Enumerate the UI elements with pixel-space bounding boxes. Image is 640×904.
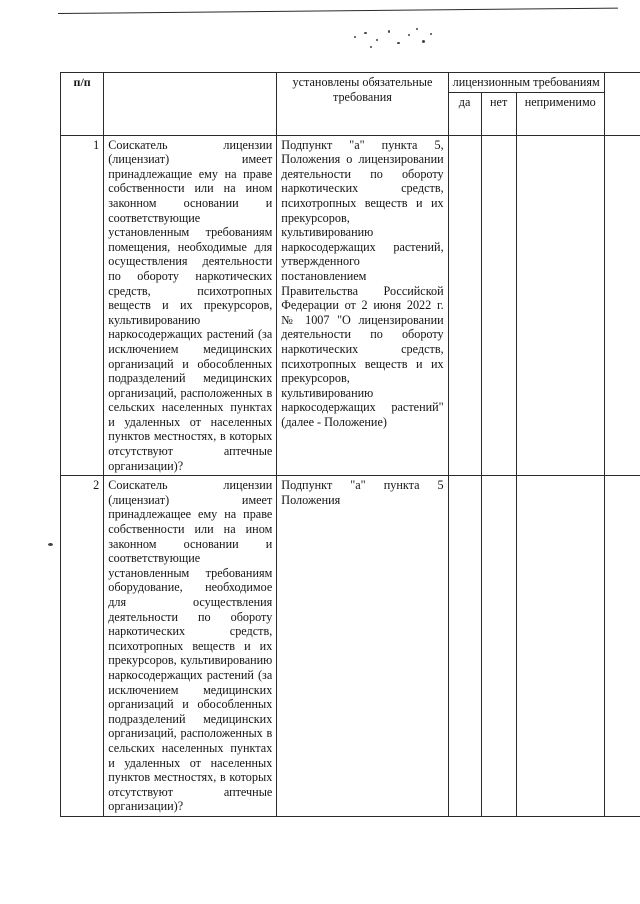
- row-requirement: Подпункт "а" пункта 5 Положения: [277, 476, 448, 817]
- header-num: п/п: [61, 73, 104, 136]
- answer-yes-cell[interactable]: [448, 135, 481, 476]
- row-number: 1: [61, 135, 104, 476]
- scan-noise: [350, 24, 440, 50]
- header-requirements: установлены обязательные требования: [277, 73, 448, 136]
- header-not-applicable: неприменимо: [516, 92, 604, 135]
- header-no: нет: [481, 92, 516, 135]
- checklist-table: [60, 72, 640, 817]
- answer-no-cell[interactable]: [481, 476, 516, 817]
- header-license-requirements: лицензионным требованиям: [448, 73, 604, 93]
- scan-speck: [48, 543, 53, 546]
- header-question: [104, 73, 277, 136]
- answer-yes-cell[interactable]: [448, 476, 481, 817]
- answer-not-applicable-cell[interactable]: [516, 135, 604, 476]
- header-extra-column: [604, 73, 640, 136]
- header-row: [61, 73, 640, 93]
- row-question: Соискатель лицензии (лицензиат) имеет принадлежащие ему на праве собственности или на ином законном основании и соответствующие установленным требованиям помещения, необходимые для осуществления деятельности по обороту наркотических средств, психотропных веществ и их прекурсоров, культивированию наркосодержащих растений (за исключением медицинских организаций и обособленных подразделений медицинских организаций, расположенных в сельских населенных пунктах и удаленных от населенных пунктов местностях, в которых отсутствуют аптечные организации)?: [104, 135, 277, 476]
- row-question: Соискатель лицензии (лицензиат) имеет принадлежащее ему на праве собственности или на ином законном основании и соответствующие установленным требованиям оборудование, необходимое для осуществления деятельности по обороту наркотических средств, психотропных веществ и их прекурсоров, культивированию наркосодержащих растений (за исключением медицинских организаций и обособленных подразделений медицинских организаций, расположенных в сельских населенных пунктах и удаленных от населенных пунктов местностях, в которых отсутствуют аптечные организации)?: [104, 476, 277, 817]
- row-number: 2: [61, 476, 104, 817]
- extra-cell: [604, 476, 640, 817]
- table-row: [61, 476, 640, 817]
- header-yes: да: [448, 92, 481, 135]
- row-requirement: Подпункт "а" пункта 5, Положения о лицензировании деятельности по обороту наркотических средств, психотропных веществ и их прекурсоров, культивированию наркосодержащих растений, утвержденного постановлением Правительства Российской Федерации от 2 июня 2022 г. № 1007 "О лицензировании деятельности по обороту наркотических средств, психотропных веществ и их прекурсоров, культивированию наркосодержащих растений" (далее - Положение): [277, 135, 448, 476]
- extra-cell: [604, 135, 640, 476]
- scan-artifact-line: [58, 8, 618, 14]
- table-row: [61, 135, 640, 476]
- answer-no-cell[interactable]: [481, 135, 516, 476]
- answer-not-applicable-cell[interactable]: [516, 476, 604, 817]
